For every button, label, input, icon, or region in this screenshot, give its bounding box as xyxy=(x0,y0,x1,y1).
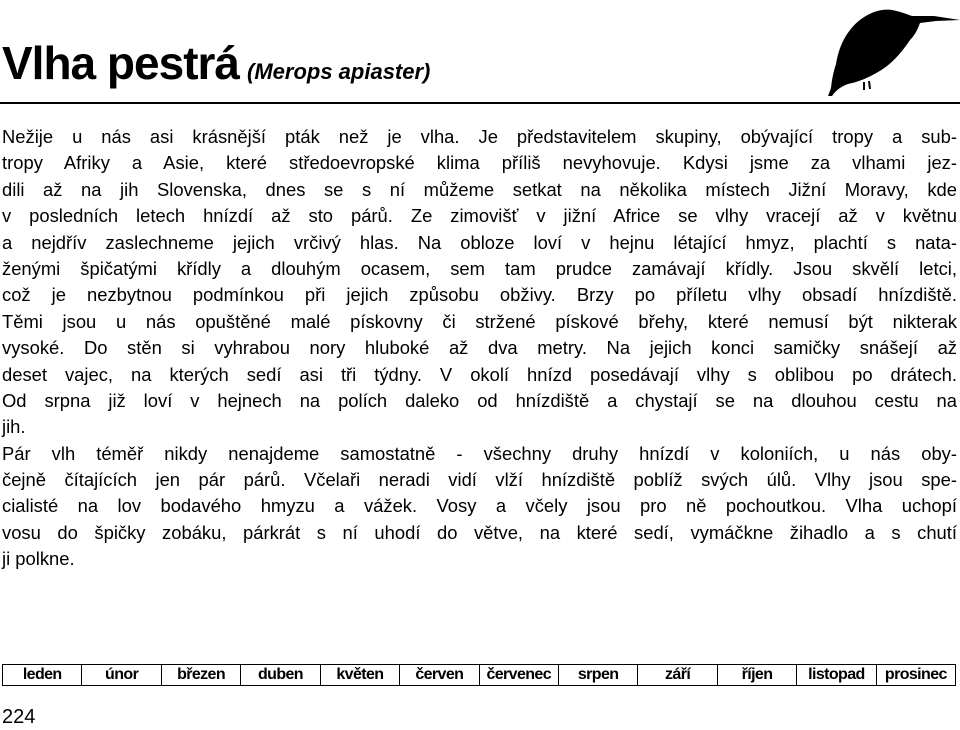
page-number: 224 xyxy=(2,706,36,728)
month-cell: srpen xyxy=(559,665,638,685)
body-line: deset vajec, na kterých sedí asi tři týdny. V okolí hnízd posedávají vlhy s oblibou po drátech. xyxy=(2,363,957,385)
species-name: Vlha pestrá xyxy=(2,37,239,89)
month-cell: prosinec xyxy=(884,666,947,683)
month-cell: duben xyxy=(241,665,320,685)
body-line: cialisté na lov bodavého hmyzu a vážek. Vosy a včely jsou pro ně pochoutkou. Vlha uchopí xyxy=(2,495,957,517)
body-line: ženými špičatými křídly a dlouhým ocasem, sem tam prudce zamávají křídly. Jsou skvělí letci, xyxy=(2,257,957,279)
month-cell: listopad xyxy=(797,665,876,685)
month-cell: říjen xyxy=(718,665,797,685)
body-line: ji polkne. xyxy=(2,548,75,570)
month-cell: květen xyxy=(321,665,400,685)
month-cell: září xyxy=(638,665,717,685)
months-table xyxy=(2,664,956,686)
bird-silhouette-icon xyxy=(820,0,960,100)
body-line: jih. xyxy=(2,416,26,438)
body-line: čejně čítajících jen pár párů. Včelaři neradi vidí vlží hnízdiště poblíž svých úlů. Vlhy jsou spe- xyxy=(2,469,957,491)
month-cell: březen xyxy=(162,665,241,685)
body-line: vosu do špičky zobáku, párkrát s ní uhodí do větve, na které sedí, vymáčkne žihadlo a s chutí xyxy=(2,521,957,543)
month-cell: červenec xyxy=(480,665,559,685)
body-line: a nejdřív zaslechneme jejich vrčivý hlas. Na obloze loví v hejnu létající hmyz, plachtí s nata- xyxy=(2,231,957,253)
body-line: vysoké. Do stěn si vyhrabou nory hluboké až dva metry. Na jejich konci samičky snášejí až xyxy=(2,337,957,359)
month-cell: červen xyxy=(400,665,479,685)
article-body xyxy=(2,124,957,573)
body-line: tropy Afriky a Asie, které středoevropské klima příliš nevyhovuje. Kdysi jsme za vlhami jez- xyxy=(2,152,957,174)
body-line: v posledních letech hnízdí až sto párů. Ze zimovišť v jižní Africe se vlhy vracejí až v květnu xyxy=(2,205,957,227)
species-latin-name: (Merops apiaster) xyxy=(247,59,431,84)
title-divider xyxy=(0,102,960,104)
month-cell: únor xyxy=(82,665,161,685)
body-line: Těmi jsou u nás opuštěné malé pískovny či stržené pískové břehy, které nemusí být nikterak xyxy=(2,310,957,332)
body-line: Pár vlh téměř nikdy nenajdeme samostatně - všechny druhy hnízdí v koloniích, u nás oby- xyxy=(2,442,957,464)
body-line: Nežije u nás asi krásnější pták než je vlha. Je představitelem skupiny, obývající tropy a sub- xyxy=(2,126,957,147)
page-title xyxy=(2,37,431,89)
body-line: dili až na jih Slovenska, dnes se s ní můžeme setkat na několika místech Jižní Moravy, kde xyxy=(2,178,957,200)
body-line: což je nezbytnou podmínkou při jejich způsobu obživy. Brzy po příletu vlhy obsadí hnízdiště. xyxy=(2,284,957,306)
month-cell: leden xyxy=(3,665,82,685)
body-line: Od srpna již loví v hejnech na polích daleko od hnízdiště a chystají se na dlouhou cestu na xyxy=(2,389,957,411)
